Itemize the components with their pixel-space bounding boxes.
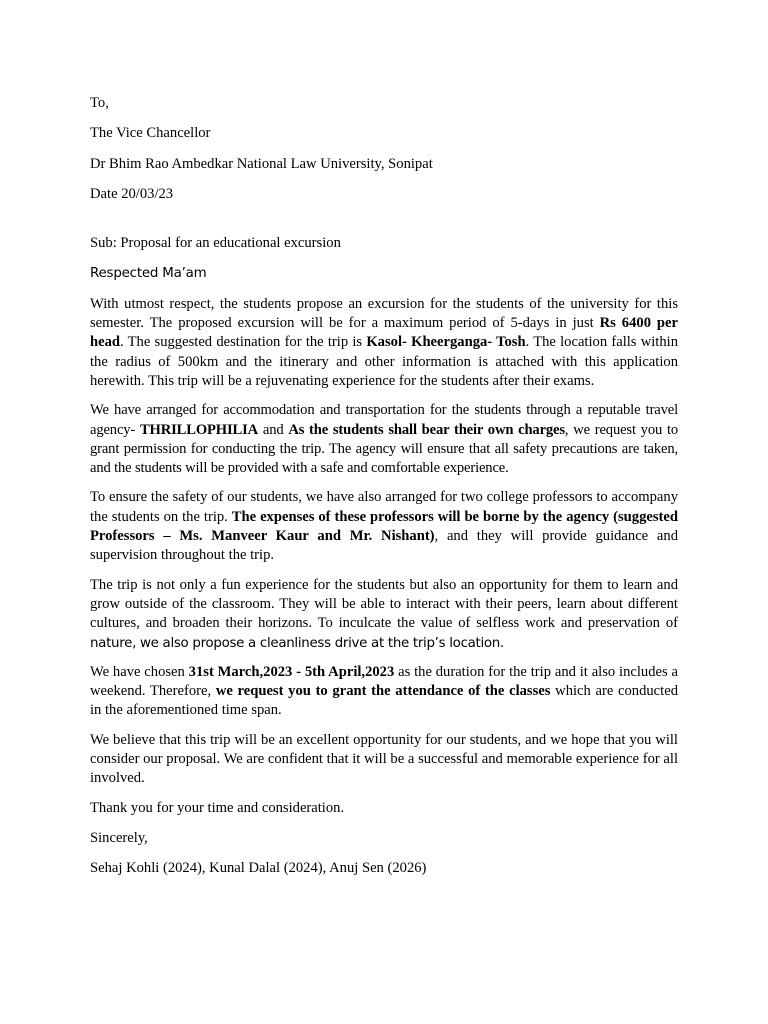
thanks-line: Thank you for your time and consideration. [90, 799, 345, 816]
p2-agency: THRILLOPHILIA [139, 421, 259, 438]
salutation: Respected Ma’am [90, 266, 207, 282]
p3-text-1: To ensure the safety of our students, we have also arranged for two college professors to accompany the students on the trip. [90, 489, 678, 525]
p5-attendance-request: we request you to grant the attendance of the classes [215, 683, 551, 700]
paragraph-dates [90, 663, 678, 721]
p3-text-2: , and they will provide guidance and supervision throughout the trip. [90, 528, 678, 564]
letter-body [90, 94, 678, 890]
p2-text-3: , we request you to grant permission for conducting the trip. The agency will ensure that all safety precautions are taken, and the students will be provided with a safe and comfortable experience. [90, 421, 678, 477]
p4-text-2: nature, we also propose a cleanliness drive at the trip’s location. [90, 635, 504, 651]
signatories: Sehaj Kohli (2024), Kunal Dalal (2024), Anuj Sen (2026) [90, 860, 427, 877]
institution-name: Dr Bhim Rao Ambedkar National Law University, Sonipat [90, 155, 433, 172]
p2-text-1: We have arranged for accommodation and transportation for the students through a reputable travel agency- [90, 402, 678, 438]
p2-text-2: and [258, 421, 289, 438]
p5-text-2: as the duration for the trip and it also includes a weekend. Therefore, [90, 663, 678, 700]
p1-destination: Kasol- Kheerganga- Tosh [366, 334, 526, 351]
letter-date: Date 20/03/23 [90, 185, 174, 202]
subject-line: Sub: Proposal for an educational excursion [90, 235, 341, 252]
p5-text-1: We have chosen [90, 663, 189, 680]
paragraph-proposal [90, 295, 678, 391]
p1-text-2: . The suggested destination for the trip is [120, 334, 367, 351]
p1-text-1: With utmost respect, the students propose an excursion for the students of the university for this semester. The proposed excursion will be for a maximum period of 5-days in just [90, 295, 678, 332]
to-line: To, [90, 95, 109, 111]
paragraph-arrangements [90, 401, 678, 478]
p4-text-1: The trip is not only a fun experience for the students but also an opportunity for them to learn and grow outside of the classroom. They will be able to interact with their peers, learn about different cultures, and broaden their horizons. To inculcate the value of selfless work and preservation of [90, 576, 678, 632]
p3-professors: The expenses of these professors will be borne by the agency (suggested Professors – Ms. Manveer Kaur and Mr. Nishant) [90, 508, 678, 545]
p5-dates: 31st March,2023 - 5th April,2023 [188, 663, 395, 680]
paragraph-safety [90, 488, 678, 565]
paragraph-belief: We believe that this trip will be an excellent opportunity for our students, and we hope that you will consider our proposal. We are confident that it will be a successful and memorable experience for all involved. [90, 731, 678, 787]
p1-cost: Rs 6400 per head [90, 315, 678, 351]
recipient-title: The Vice Chancellor [90, 125, 211, 142]
paragraph-learning [90, 576, 678, 653]
p5-text-3: which are conducted in the aforementioned time span. [90, 683, 678, 719]
p2-charges: As the students shall bear their own charges [288, 421, 565, 438]
p1-text-3: . The location falls within the radius of 500km and the itinerary and other information is attached with this application herewith. This trip will be a rejuvenating experience for the students after their exams. [90, 334, 679, 389]
closing-line: Sincerely, [90, 829, 148, 846]
